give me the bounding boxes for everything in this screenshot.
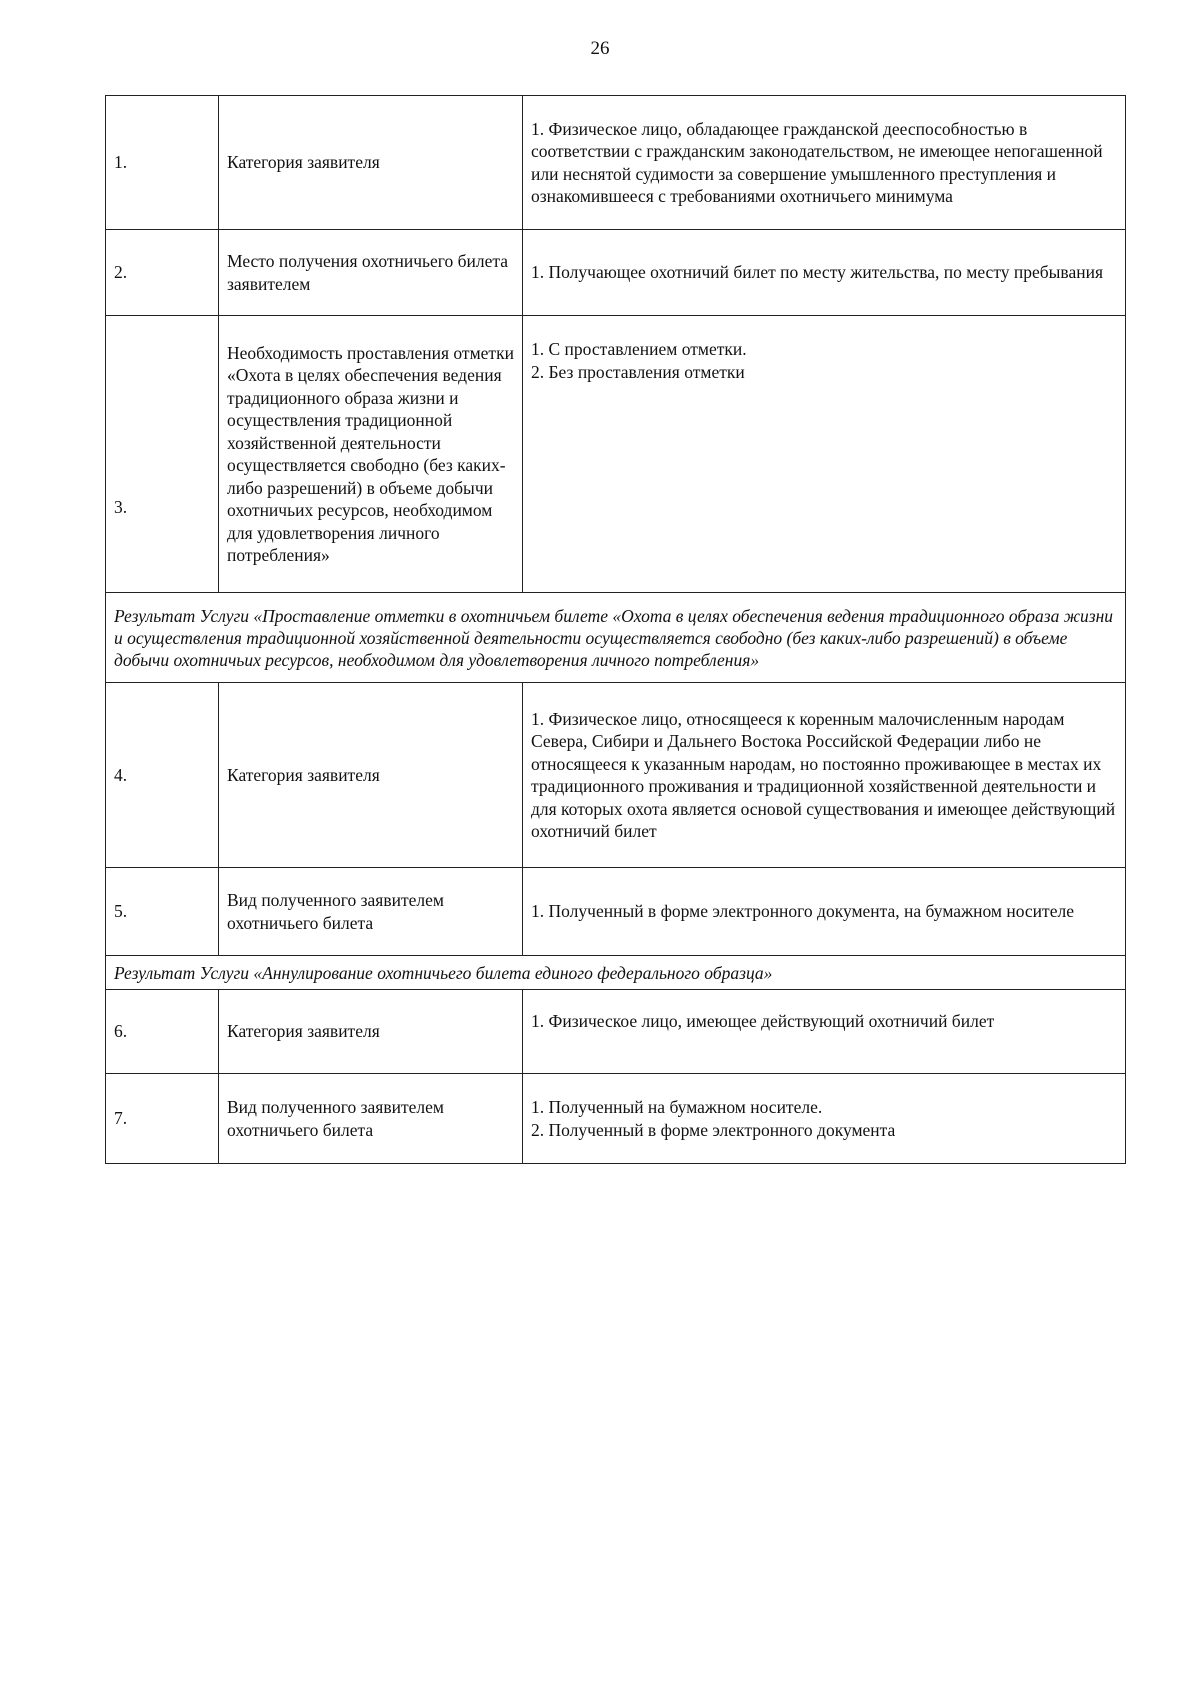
criterion-cell: Вид полученного заявителем охотничьего билета bbox=[219, 1074, 523, 1164]
row-number: 6. bbox=[106, 990, 219, 1074]
option-text: 1. Полученный на бумажном носителе. bbox=[531, 1097, 823, 1117]
options-cell bbox=[523, 316, 1126, 593]
options-cell bbox=[523, 96, 1126, 230]
row-number: 2. bbox=[106, 230, 219, 316]
section-header-row bbox=[106, 593, 1126, 683]
option-text: 1. Получающее охотничий билет по месту жительства, по месту пребывания bbox=[531, 262, 1103, 283]
criterion-cell: Категория заявителя bbox=[219, 683, 523, 868]
option-text: 1. Полученный в форме электронного документа, на бумажном носителе bbox=[531, 901, 1074, 922]
section-title: Результат Услуги «Аннулирование охотничьего билета единого федерального образца» bbox=[106, 956, 1126, 990]
options-cell bbox=[523, 683, 1126, 868]
criterion-cell: Необходимость проставления отметки «Охота в целях обеспечения ведения традиционного образа жизни и осуществления традиционной хозяйственной деятельности осуществляется свободно (без каких-либо разрешений) в объеме добычи охотничьих ресурсов, необходимом для удовлетворения личного потребления» bbox=[219, 316, 523, 593]
criterion-cell: Вид полученного заявителем охотничьего билета bbox=[219, 868, 523, 956]
option-text: 1. Физическое лицо, относящееся к коренным малочисленным народам Севера, Сибири и Дальнего Востока Российской Федерации либо не относящееся к указанным народам, но постоянно проживающее в местах их традиционного проживания и традиционной хозяйственной деятельности и для которых охота является основой существования и имеющее действующий охотничий билет bbox=[531, 708, 1116, 841]
options-cell bbox=[523, 990, 1126, 1074]
section-header-row bbox=[106, 956, 1126, 990]
options-cell bbox=[523, 868, 1126, 956]
options-cell bbox=[523, 1074, 1126, 1164]
row-number: 1. bbox=[106, 96, 219, 230]
table-row bbox=[106, 868, 1126, 956]
criterion-cell: Место получения охотничьего билета заявителем bbox=[219, 230, 523, 316]
table-row bbox=[106, 683, 1126, 868]
option-text: 2. Без проставления отметки bbox=[531, 361, 745, 382]
option-text: 1. С проставлением отметки. bbox=[531, 339, 747, 359]
page-number: 26 bbox=[590, 38, 610, 59]
criterion-cell: Категория заявителя bbox=[219, 990, 523, 1074]
option-text: 1. Физическое лицо, имеющее действующий охотничий билет bbox=[531, 1011, 995, 1031]
table-row bbox=[106, 990, 1126, 1074]
section-title: Результат Услуги «Проставление отметки в охотничьем билете «Охота в целях обеспечения ведения традиционного образа жизни и осуществления традиционной хозяйственной деятельности осуществляется свободно (без каких-либо разрешений) в объеме добычи охотничьих ресурсов, необходимом для удовлетворения личного потребления» bbox=[106, 593, 1126, 683]
options-cell bbox=[523, 230, 1126, 316]
criterion-cell: Категория заявителя bbox=[219, 96, 523, 230]
criteria-table bbox=[105, 95, 1126, 1164]
table-row bbox=[106, 96, 1126, 230]
row-number: 7. bbox=[106, 1074, 219, 1164]
table-row bbox=[106, 1074, 1126, 1164]
row-number: 4. bbox=[106, 683, 219, 868]
row-number: 5. bbox=[106, 868, 219, 956]
table-row bbox=[106, 316, 1126, 593]
row-number: 3. bbox=[106, 316, 219, 593]
option-text: 1. Физическое лицо, обладающее гражданской дееспособностью в соответствии с гражданским законодательством, не имеющее непогашенной или неснятой судимости за совершение умышленного преступления и ознакомившееся с требованиями охотничьего минимума bbox=[531, 118, 1103, 206]
option-text: 2. Полученный в форме электронного документа bbox=[531, 1119, 896, 1140]
table-row bbox=[106, 230, 1126, 316]
